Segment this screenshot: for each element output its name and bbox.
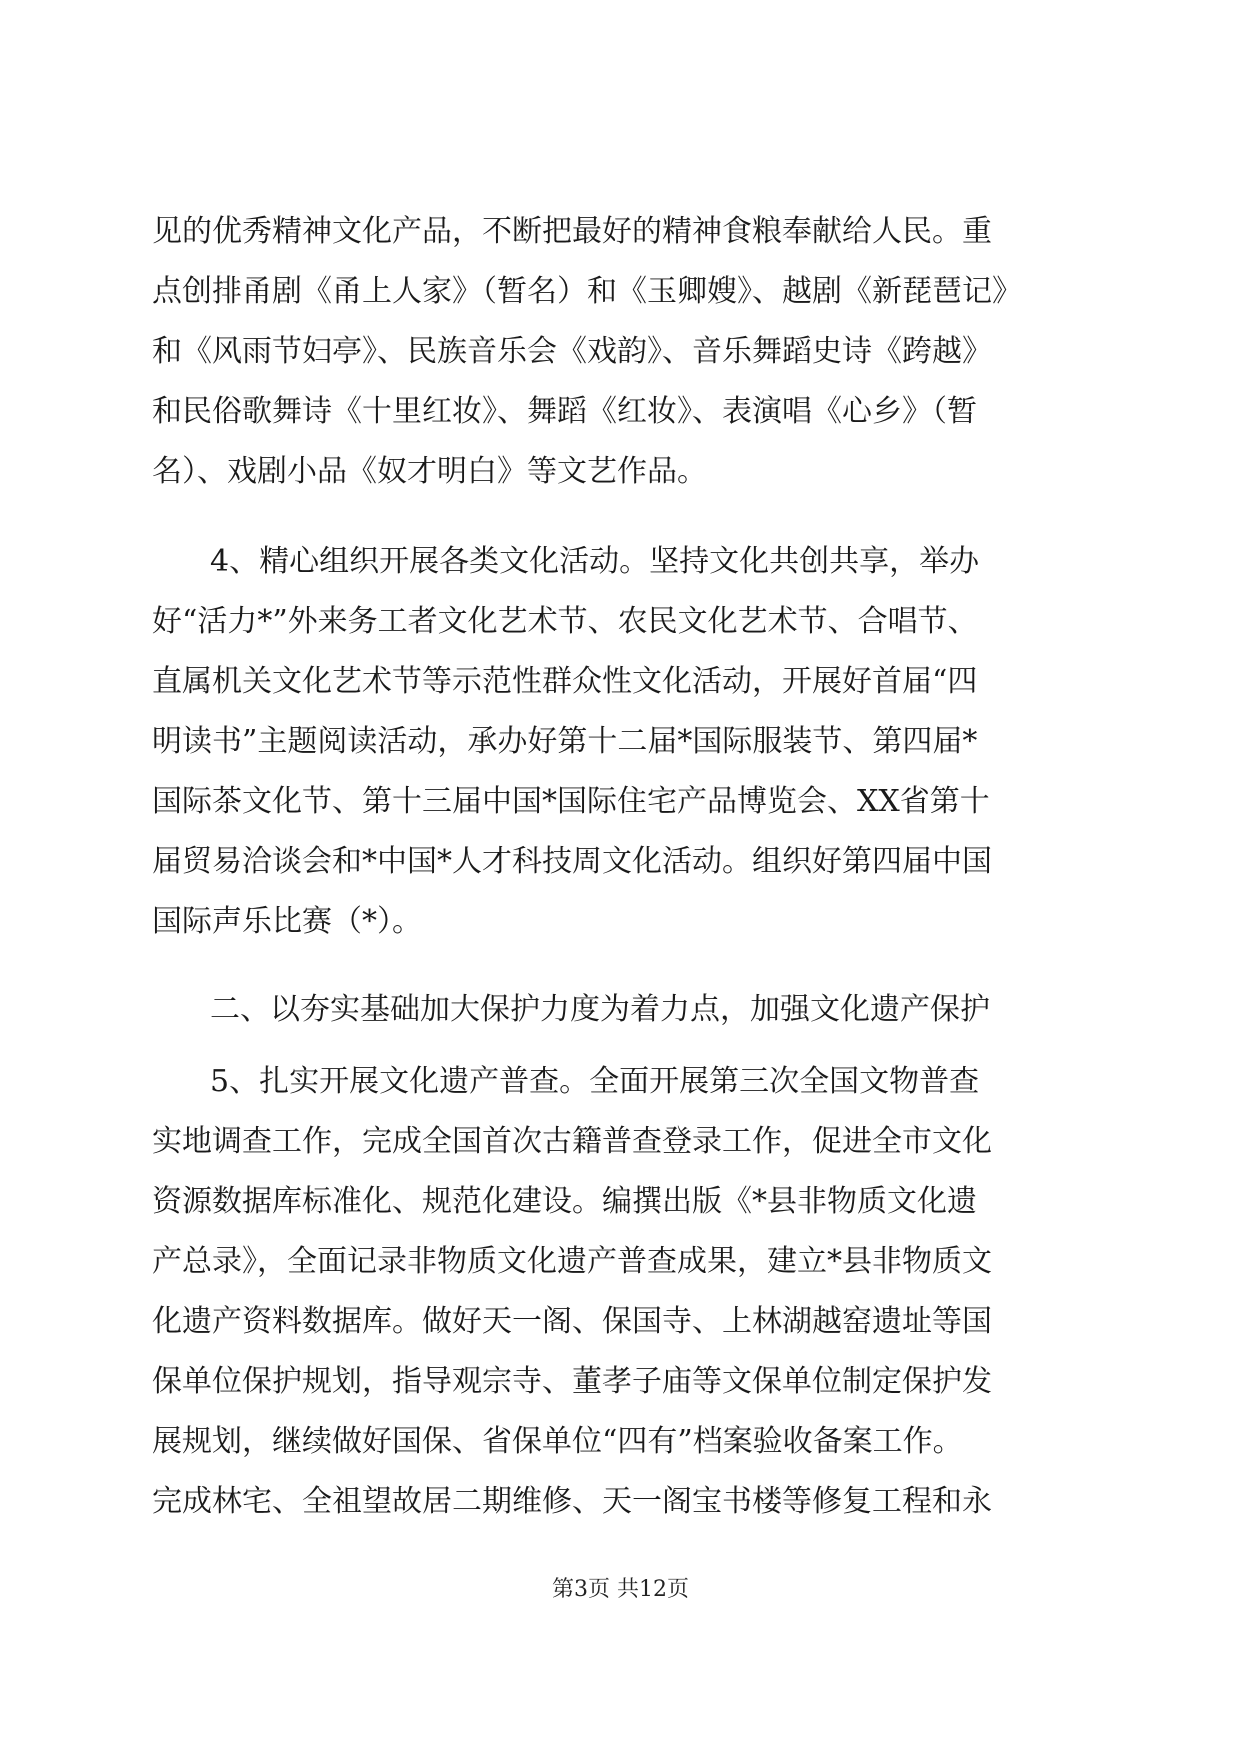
- text-line: 见的优秀精神文化产品，不断把最好的精神食粮奉献给人民。重: [152, 214, 992, 249]
- text-line: 明读书”主题阅读活动，承办好第十二届*国际服装节、第四届*: [152, 724, 978, 759]
- section-heading: 二、以夯实基础加大保护力度为着力点，加强文化遗产保护: [210, 992, 990, 1027]
- text-line: 和民俗歌舞诗《十里红妆》、舞蹈《红妆》、表演唱《心乡》（暂: [152, 394, 977, 429]
- text-line: 完成林宅、全祖望故居二期维修、天一阁宝书楼等修复工程和永: [152, 1484, 992, 1519]
- text-line: 和《风雨节妇亭》、民族音乐会《戏韵》、音乐舞蹈史诗《跨越》: [152, 334, 992, 369]
- paragraph-start-line: 4、精心组织开展各类文化活动。坚持文化共创共享，举办: [210, 544, 980, 579]
- text-line: 展规划，继续做好国保、省保单位“四有”档案验收备案工作。: [152, 1424, 963, 1459]
- text-line: 化遗产资料数据库。做好天一阁、保国寺、上林湖越窑遗址等国: [152, 1304, 992, 1339]
- text-line: 保单位保护规划，指导观宗寺、董孝子庙等文保单位制定保护发: [152, 1364, 992, 1399]
- text-line: 国际声乐比赛（*）。: [152, 904, 422, 939]
- paragraph-start-line: 5、扎实开展文化遗产普查。全面开展第三次全国文物普查: [210, 1064, 980, 1099]
- text-line: 资源数据库标准化、规范化建设。编撰出版《*县非物质文化遗: [152, 1184, 977, 1219]
- text-line: 名）、戏剧小品《奴才明白》等文艺作品。: [152, 454, 707, 489]
- text-line: 实地调查工作，完成全国首次古籍普查登录工作，促进全市文化: [152, 1124, 992, 1159]
- text-line: 直属机关文化艺术节等示范性群众性文化活动，开展好首届“四: [152, 664, 978, 699]
- text-line: 点创排甬剧《甬上人家》（暂名）和《玉卿嫂》、越剧《新琵琶记》: [152, 274, 1022, 309]
- text-line: 国际茶文化节、第十三届中国*国际住宅产品博览会、XX省第十: [152, 784, 990, 819]
- text-line: 产总录》，全面记录非物质文化遗产普查成果，建立*县非物质文: [152, 1244, 992, 1279]
- page-number-footer: 第3页 共12页: [552, 1577, 689, 1602]
- text-line: 好“活力*”外来务工者文化艺术节、农民文化艺术节、合唱节、: [152, 604, 978, 639]
- text-line: 届贸易洽谈会和*中国*人才科技周文化活动。组织好第四届中国: [152, 844, 992, 879]
